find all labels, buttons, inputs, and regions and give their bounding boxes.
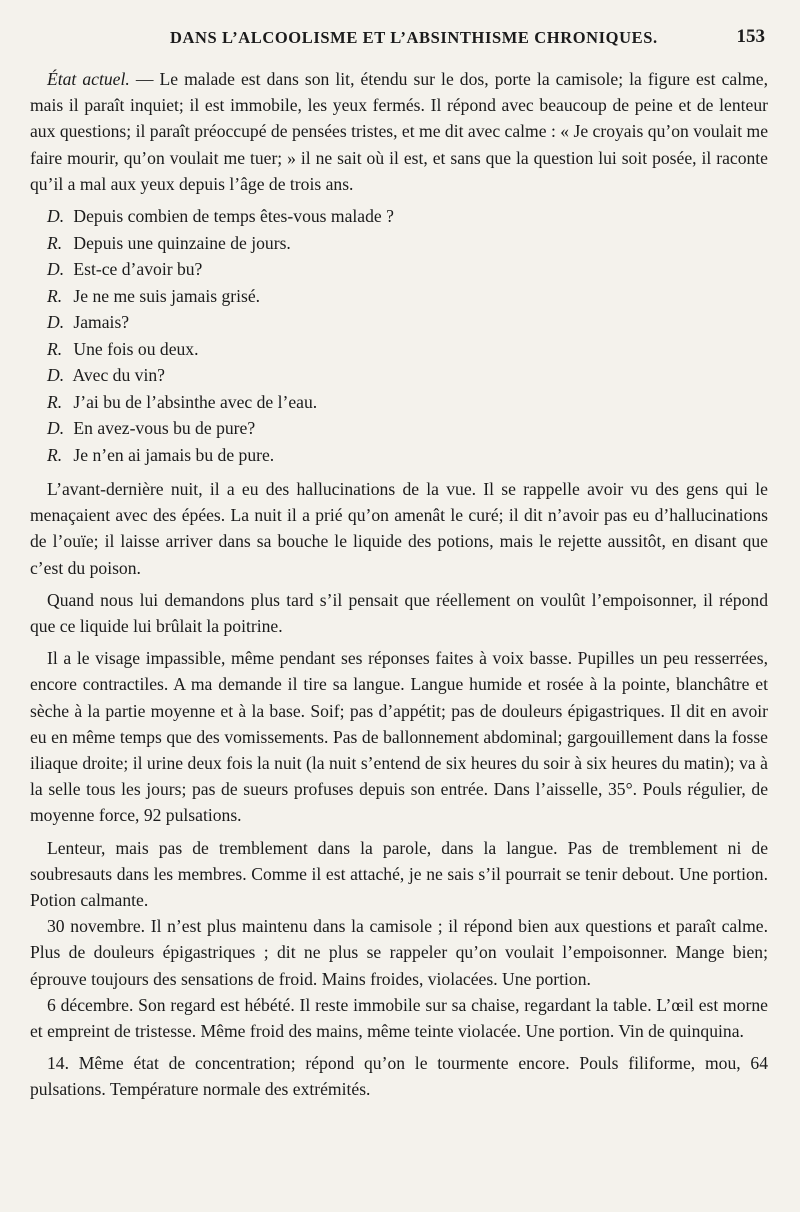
speaker-label: R. (47, 232, 63, 253)
paragraph-text: — Le malade est dans son lit, étendu sur le dos, porte la camisole; la figure est calme, mais il paraît inquiet; il est immobile, les yeux fermés. Il répond avec beaucoup de peine et de lenteur aux questions; il paraît préoccupé de pensées tristes, et me dit avec calme : « Je croyais qu’on voulait me faire mourir, qu’on voulait me tuer; » il ne sait où il est, et sans que la question lui soit posée, il raconte qu’il a mal aux yeux depuis l’âge de trois ans. (30, 69, 769, 194)
page-number: 153 (736, 26, 765, 47)
dialogue-line (30, 256, 768, 283)
dialogue-text: Je n’en ai jamais bu de pure. (73, 444, 275, 465)
section-lead: État actuel. (47, 69, 130, 89)
speaker-label: D. (47, 418, 65, 439)
speaker-label: D. (47, 206, 65, 227)
dialogue-text: Avec du vin? (72, 365, 165, 386)
dialogue-line (30, 283, 768, 310)
paragraph-etat-actuel (30, 66, 768, 197)
dialogue-text: En avez-vous bu de pure? (73, 418, 256, 439)
paragraph-poison: Quand nous lui demandons plus tard s’il pensait que réellement on voulût l’empoisonner, il répond que ce liquide lui brûlait la poitrine. (30, 589, 768, 637)
dialogue-line (30, 309, 768, 336)
speaker-label: R. (47, 391, 63, 412)
dialogue-line (30, 389, 768, 416)
speaker-label: R. (47, 444, 63, 465)
dialogue-line (30, 203, 768, 230)
paragraph-examination: Il a le visage impassible, même pendant ses réponses faites à voix basse. Pupilles un peu resserrées, encore contractiles. A ma demande il tire sa langue. Langue humide et rosée à la pointe, blanchâtre et sèche à la partie moyenne et à la base. Soif; pas d’appétit; pas de douleurs épigastriques. Il dit en avoir eu en même temps que des vomissements. Pas de ballonnement abdominal; gargouillement dans la fosse iliaque droite; il urine deux fois la nuit (la nuit s’entend de six heures du soir à six heures du matin); va à la selle tous les jours; pas de sueurs profuses depuis son entrée. Dans l’aisselle, 35°. Pouls régulier, de moyenne force, 92 pulsations. (30, 648, 768, 826)
paragraph-hallucinations: L’avant-dernière nuit, il a eu des hallucinations de la vue. Il se rappelle avoir vu des gens qui le menaçaient avec des épées. La nuit il a prié qu’on amenât le curé; il dit n’avoir pas eu d’hallucinations de l’ouïe; il laisse arriver dans sa bouche le liquide des potions, mais le rejette aussitôt, en disant que c’est du poison. (30, 479, 768, 578)
dialogue-line (30, 336, 768, 363)
dialogue-text: Jamais? (73, 312, 130, 333)
dialogue-text: Depuis une quinzaine de jours. (73, 232, 291, 253)
speaker-label: R. (47, 338, 63, 359)
dialogue-line (30, 415, 768, 442)
dialogue-line (30, 362, 768, 389)
speaker-label: D. (47, 312, 65, 333)
paragraph-14: 14. Même état de concentration; répond qu’on le tourmente encore. Pouls filiforme, mou, 64 pulsations. Température normale des extrémités. (30, 1053, 768, 1100)
dialogue-line (30, 230, 768, 257)
page-body (30, 66, 768, 1109)
speaker-label: D. (47, 365, 65, 386)
paragraph-lenteur: Lenteur, mais pas de tremblement dans la parole, dans la langue. Pas de tremblement ni de soubresauts dans les membres. Comme il est attaché, je ne sais s’il pourrait se tenir debout. Une portion. Potion calmante. (30, 837, 768, 911)
dialogue-text: Depuis combien de temps êtes-vous malade ? (73, 206, 394, 227)
running-head: DANS L’ALCOOLISME ET L’ABSINTHISME CHRONIQUES. (170, 28, 658, 47)
speaker-label: D. (47, 259, 65, 280)
dialogue-line (30, 442, 768, 469)
paragraph-30-novembre: 30 novembre. Il n’est plus maintenu dans la camisole ; il répond bien aux questions et paraît calme. Plus de douleurs épigastriques ; dit ne plus se rappeler qu’on voulait l’empoisonner. Mange bien; éprouve toujours des sensations de froid. Mains froides, violacées. Une portion. (30, 916, 768, 989)
dialogue-block (30, 203, 768, 468)
paragraph-6-decembre: 6 décembre. Son regard est hébété. Il reste immobile sur sa chaise, regardant la table. L’œil est morne et empreint de tristesse. Même froid des mains, même teinte violacée. Une portion. Vin de quinquina. (30, 994, 768, 1042)
dialogue-text: J’ai bu de l’absinthe avec de l’eau. (73, 391, 318, 412)
dialogue-text: Je ne me suis jamais grisé. (73, 285, 261, 306)
dialogue-text: Est-ce d’avoir bu? (73, 259, 203, 280)
dialogue-text: Une fois ou deux. (73, 338, 199, 359)
speaker-label: R. (47, 285, 63, 306)
